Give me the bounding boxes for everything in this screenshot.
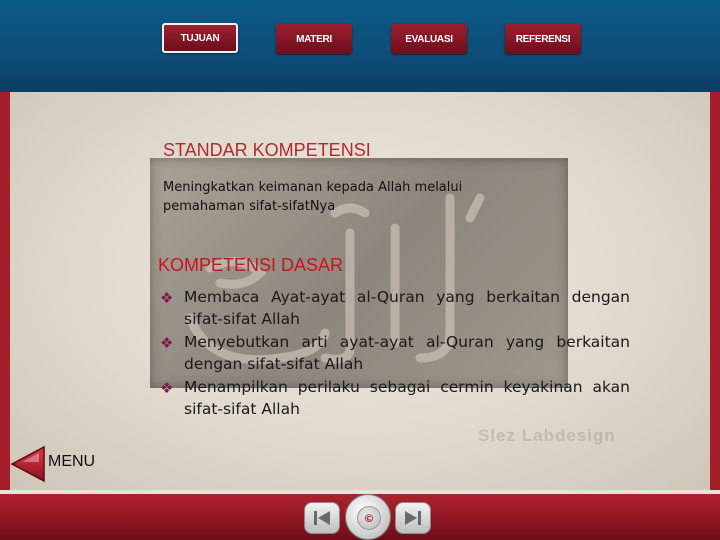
kompetensi-dasar-list [160,286,630,421]
nav-materi-button[interactable]: MATERI [276,24,352,54]
list-item-text: Menyebutkan arti ayat-ayat al-Quran yang berkaitan dengan sifat-sifat Allah [184,333,630,373]
nav-evaluasi-button[interactable]: EVALUASI [391,24,467,54]
diamond-bullet-icon: ❖ [160,334,174,352]
standar-text-line-1: Meningkatkan keimanan kepada Allah melalui [163,180,463,195]
header-bar [0,0,720,92]
standar-kompetensi-title: STANDAR KOMPETENSI [163,140,371,160]
nav-tujuan-button[interactable]: TUJUAN [162,23,238,53]
home-button[interactable] [345,494,391,540]
list-item [160,286,630,330]
watermark-text: Slez Labdesign [478,426,616,445]
home-icon: © [357,506,381,530]
kompetensi-dasar-title: KOMPETENSI DASAR [158,255,344,275]
skip-previous-icon [305,503,339,533]
standar-text-line-2: pemahaman sifat-sifatNya [163,199,336,214]
nav-referensi-button[interactable]: REFERENSI [505,24,581,54]
list-item-text: Menampilkan perilaku sebagai cermin keyakinan akan sifat-sifat Allah [184,378,630,418]
menu-link[interactable]: MENU [48,453,96,470]
diamond-bullet-icon: ❖ [160,379,174,397]
frame-left [0,92,10,490]
frame-right [710,92,720,490]
list-item [160,331,630,375]
next-button[interactable] [395,502,431,534]
footer-divider [0,490,720,494]
diamond-bullet-icon: ❖ [160,289,174,307]
list-item-text: Membaca Ayat-ayat al-Quran yang berkaitan dengan sifat-sifat Allah [184,288,630,328]
standar-kompetensi-text [163,178,553,216]
list-item [160,376,630,420]
menu-left-arrow-icon[interactable] [8,444,48,484]
skip-next-icon [396,503,430,533]
previous-button[interactable] [304,502,340,534]
